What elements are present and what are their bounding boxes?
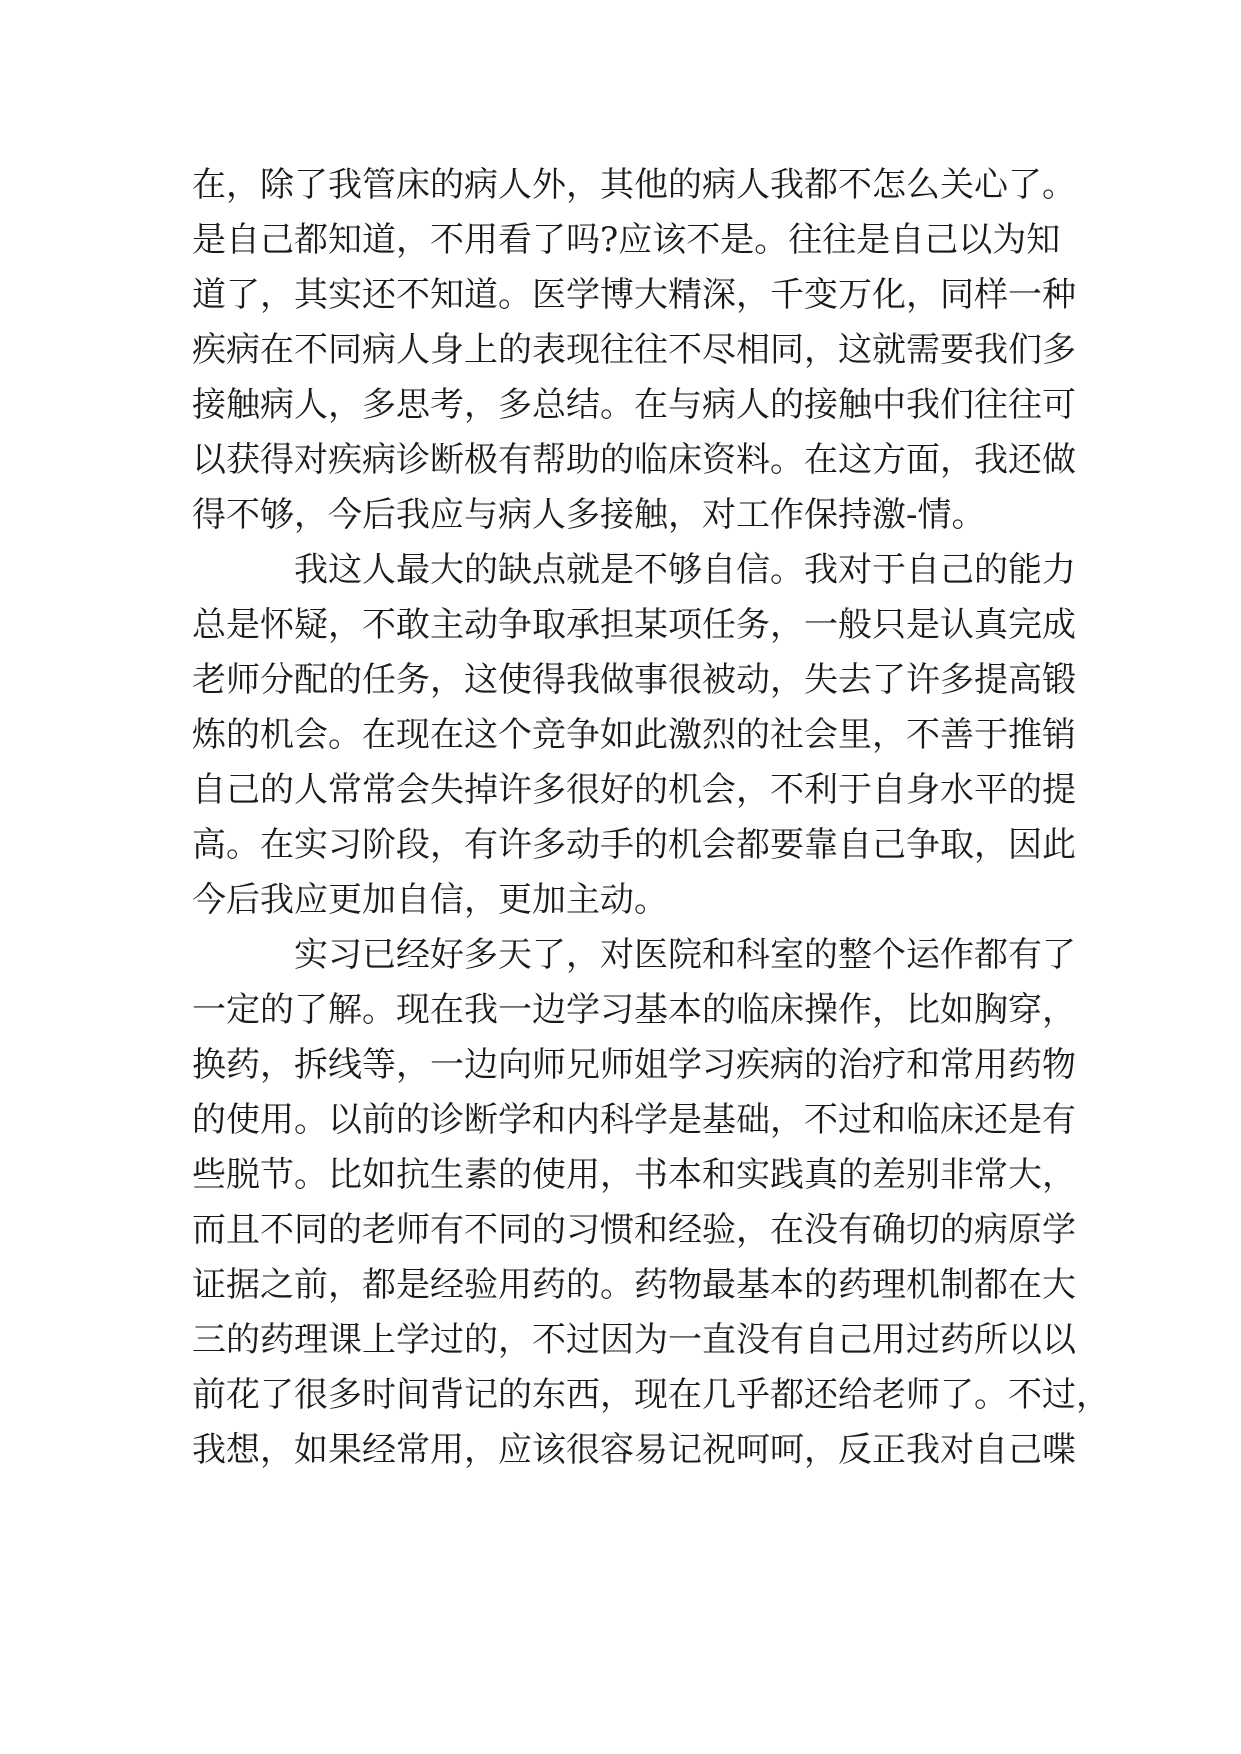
paragraph-2-line-1: 我这人最大的缺点就是不够自信。我对于自己的能力 — [294, 550, 1076, 590]
paragraph-2-line-4: 炼的机会。在现在这个竞争如此激烈的社会里，不善于推销 — [192, 715, 1076, 755]
paragraph-2-line-2: 总是怀疑，不敢主动争取承担某项任务，一般只是认真完成 — [192, 605, 1076, 645]
paragraph-3-line-2: 一定的了解。现在我一边学习基本的临床操作，比如胸穿， — [192, 990, 1076, 1030]
paragraph-3-line-10: 我想，如果经常用，应该很容易记祝呵呵，反正我对自己喋 — [192, 1430, 1076, 1470]
paragraph-3-line-5: 些脱节。比如抗生素的使用，书本和实践真的差别非常大， — [192, 1155, 1076, 1195]
paragraph-2-line-6: 高。在实习阶段，有许多动手的机会都要靠自己争取，因此 — [192, 825, 1076, 865]
paragraph-1-line-4: 疾病在不同病人身上的表现往往不尽相同，这就需要我们多 — [192, 330, 1076, 370]
paragraph-2-line-7: 今后我应更加自信，更加主动。 — [192, 880, 668, 920]
paragraph-1-line-2: 是自己都知道，不用看了吗?应该不是。往往是自己以为知 — [192, 220, 1061, 260]
paragraph-3-line-3: 换药，拆线等，一边向师兄师姐学习疾病的治疗和常用药物 — [192, 1045, 1076, 1085]
paragraph-3-line-8: 三的药理课上学过的，不过因为一直没有自己用过药所以以 — [192, 1320, 1076, 1360]
paragraph-2-line-3: 老师分配的任务，这使得我做事很被动，失去了许多提高锻 — [192, 660, 1076, 700]
paragraph-1-line-3: 道了，其实还不知道。医学博大精深，千变万化，同样一种 — [192, 275, 1076, 315]
body-text — [192, 158, 1110, 1478]
paragraph-3-line-6: 而且不同的老师有不同的习惯和经验，在没有确切的病原学 — [192, 1210, 1076, 1250]
paragraph-3-line-4: 的使用。以前的诊断学和内科学是基础，不过和临床还是有 — [192, 1100, 1076, 1140]
paragraph-3-line-1: 实习已经好多天了，对医院和科室的整个运作都有了 — [294, 935, 1076, 975]
paragraph-2-line-5: 自己的人常常会失掉许多很好的机会，不利于自身水平的提 — [192, 770, 1076, 810]
paragraph-1-line-7: 得不够，今后我应与病人多接触，对工作保持激-情。 — [192, 495, 986, 535]
paragraph-1-line-6: 以获得对疾病诊断极有帮助的临床资料。在这方面，我还做 — [192, 440, 1076, 480]
paragraph-3-line-7: 证据之前，都是经验用药的。药物最基本的药理机制都在大 — [192, 1265, 1076, 1305]
paragraph-3-line-9: 前花了很多时间背记的东西，现在几乎都还给老师了。不过， — [192, 1375, 1110, 1415]
paragraph-1-line-1: 在，除了我管床的病人外，其他的病人我都不怎么关心了。 — [192, 165, 1076, 205]
paragraph-1-line-5: 接触病人，多思考，多总结。在与病人的接触中我们往往可 — [192, 385, 1076, 425]
